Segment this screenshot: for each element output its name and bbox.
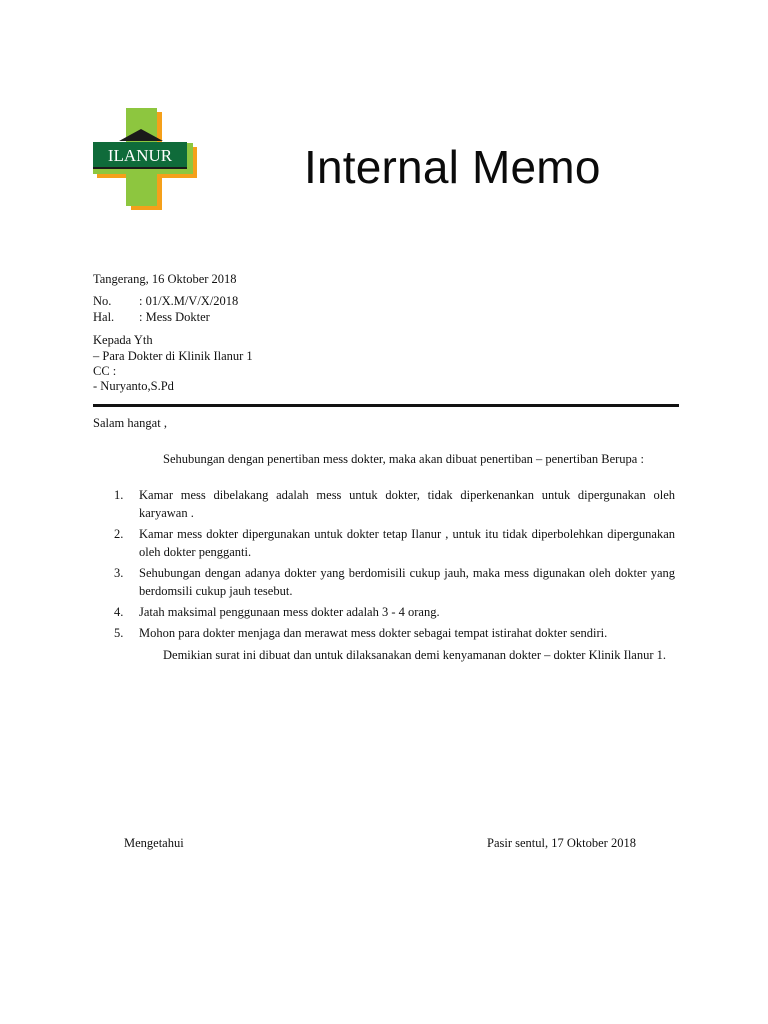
place-date: Tangerang, 16 Oktober 2018: [93, 272, 237, 286]
list-text: Kamar mess dokter dipergunakan untuk dokter tetap Ilanur , untuk itu tidak diperbolehkan dipergunakan oleh dokter pengganti.: [139, 527, 675, 559]
greeting: Salam hangat ,: [93, 416, 167, 430]
list-text: Sehubungan dengan adanya dokter yang berdomisili cukup jauh, maka mess digunakan oleh dokter yang berdomsili cukup jauh tesebut.: [139, 566, 675, 598]
field-value: : Mess Dokter: [139, 310, 210, 324]
to-item: – Para Dokter di Klinik Ilanur 1: [93, 349, 253, 363]
list-item: [93, 486, 675, 522]
closing-paragraph: Demikian surat ini dibuat dan untuk dilaksanakan demi kenyamanan dokter – dokter Klinik Ilanur 1.: [163, 648, 666, 662]
list-number: 5.: [114, 626, 124, 640]
clinic-logo: [93, 108, 197, 210]
field-row-subject: [93, 310, 210, 325]
divider: [93, 404, 679, 407]
list-item: [93, 624, 675, 642]
field-key: No.: [93, 294, 112, 308]
list-number: 4.: [114, 605, 124, 619]
clinic-cross-icon: [93, 108, 197, 210]
cc-item: - Nuryanto,S.Pd: [93, 379, 174, 393]
logo-text: ILANUR: [107, 146, 173, 165]
list-number: 2.: [114, 527, 124, 541]
field-key: Hal.: [93, 310, 115, 324]
list-item: [93, 525, 675, 561]
list-item: [93, 603, 675, 621]
list-item: [93, 564, 675, 600]
memo-title: Internal Memo: [304, 141, 601, 193]
list-text: Jatah maksimal penggunaan mess dokter adalah 3 - 4 orang.: [139, 605, 440, 619]
list-text: Kamar mess dibelakang adalah mess untuk dokter, tidak diperkenankan untuk dipergunakan oleh karyawan .: [139, 488, 675, 520]
list-number: 1.: [114, 488, 124, 502]
list-text: Mohon para dokter menjaga dan merawat mess dokter sebagai tempat istirahat dokter sendiri.: [139, 626, 608, 640]
field-row-number: [93, 294, 238, 309]
cc-label: CC :: [93, 364, 117, 378]
sign-right: Pasir sentul, 17 Oktober 2018: [487, 836, 636, 850]
intro-paragraph: Sehubungan dengan penertiban mess dokter, maka akan dibuat penertiban – penertiban Berupa :: [163, 452, 644, 466]
rules-list: [93, 486, 675, 645]
field-value: : 01/X.M/V/X/2018: [139, 294, 239, 308]
list-number: 3.: [114, 566, 124, 580]
sign-left: Mengetahui: [124, 836, 184, 850]
to-label: Kepada Yth: [93, 333, 153, 347]
